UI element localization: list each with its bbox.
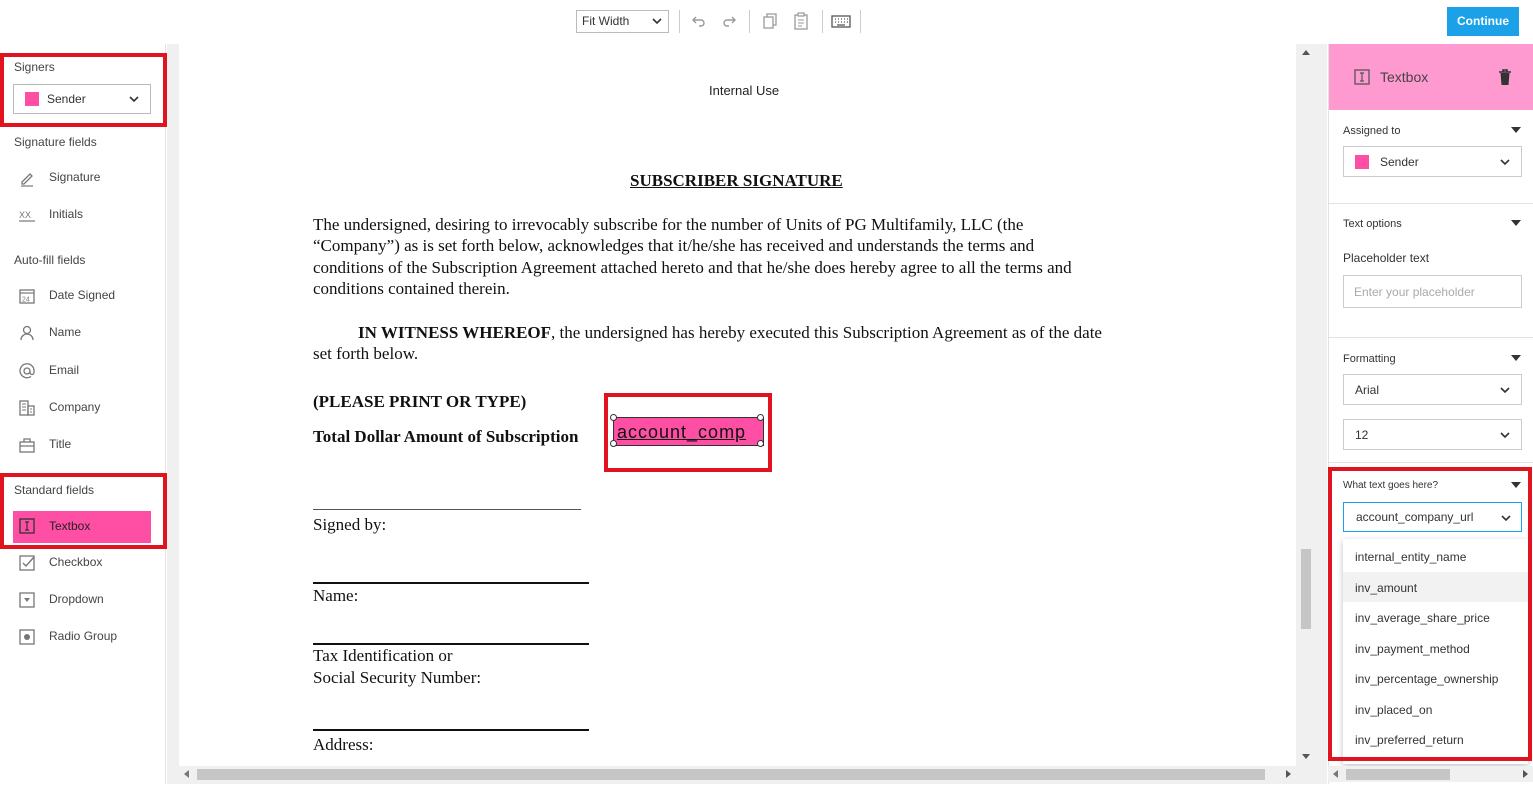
toolbar-divider [679, 10, 680, 33]
body-line: set forth below. [313, 344, 419, 363]
svg-text:24: 24 [22, 296, 30, 304]
placeholder-label: Placeholder text [1343, 251, 1430, 265]
field-initials[interactable] [13, 200, 151, 230]
textbox-icon [1353, 68, 1371, 86]
horizontal-scroll-thumb[interactable] [197, 769, 1265, 780]
formatting-title: Formatting [1343, 353, 1396, 365]
witness-bold: IN WITNESS WHEREOF [358, 323, 552, 342]
option-item[interactable]: inv_preferred_return [1355, 733, 1464, 747]
field-label: Signature [49, 170, 101, 184]
signer-select-value: Sender [47, 92, 86, 106]
tax-id-label-1: Tax Identification or [313, 646, 453, 665]
body-line: “Company”) as is set forth below, acknowledges that it/he/she has received and understands the terms and [313, 236, 1035, 255]
field-label: Radio Group [49, 629, 118, 643]
textbox-field-value: account_comp [617, 422, 747, 442]
highlight-standard-fields [0, 473, 167, 549]
chevron-down-icon [652, 16, 662, 26]
body-line: conditions contained therein. [313, 279, 510, 298]
assigned-to-select[interactable] [1343, 146, 1522, 177]
redo-icon[interactable] [720, 12, 738, 30]
signature-fields-title: Signature fields [14, 135, 97, 149]
assigned-to-title: Assigned to [1343, 125, 1401, 137]
what-text-title: What text goes here? [1343, 480, 1439, 491]
body-line: The undersigned, desiring to irrevocably subscribe for the number of Units of PG Multifamily, LLC (the [313, 215, 1024, 234]
field-email[interactable] [13, 356, 151, 386]
calendar-icon [17, 286, 37, 306]
field-label: Company [49, 400, 101, 414]
font-select[interactable] [1343, 374, 1522, 405]
fields-sidebar [0, 44, 166, 784]
total-amount-label: Total Dollar Amount of Subscription [313, 427, 579, 446]
field-dropdown[interactable] [13, 585, 151, 615]
placeholder-input[interactable] [1343, 275, 1522, 308]
dropdown-icon [17, 590, 37, 610]
scroll-left-icon[interactable] [183, 769, 190, 779]
field-label: Checkbox [49, 555, 103, 569]
collapse-caret-icon[interactable] [1511, 355, 1521, 361]
pen-icon [17, 168, 37, 188]
panel-horizontal-scrollbar[interactable] [1328, 766, 1533, 782]
print-type-label: (PLEASE PRINT OR TYPE) [313, 392, 527, 411]
option-item[interactable]: inv_amount [1343, 572, 1528, 602]
building-icon [17, 398, 37, 418]
chevron-down-icon [1500, 385, 1510, 395]
field-name[interactable] [13, 318, 151, 348]
standard-fields-title: Standard fields [14, 483, 95, 497]
body-line: conditions of the Subscription Agreement attached hereto and that he/she does hereby agree to all the terms and [313, 258, 1072, 277]
toolbar-divider [860, 10, 861, 33]
field-label: Date Signed [49, 288, 116, 302]
field-date-signed[interactable] [13, 281, 151, 311]
svg-text:XX: XX [19, 210, 32, 220]
vertical-scroll-thumb[interactable] [1301, 549, 1311, 629]
highlight-what-text-section [1328, 467, 1532, 761]
initials-icon [17, 205, 37, 225]
scroll-up-icon[interactable] [1301, 49, 1311, 56]
panel-title: Textbox [1380, 69, 1429, 85]
checkbox-icon [17, 553, 37, 573]
autofill-fields-title: Auto-fill fields [14, 253, 86, 267]
panel-divider [1329, 203, 1533, 204]
zoom-select[interactable] [576, 10, 669, 33]
person-icon [17, 323, 37, 343]
horizontal-scrollbar[interactable] [179, 766, 1297, 782]
top-toolbar [0, 0, 1533, 44]
chevron-down-icon [1500, 157, 1510, 167]
undo-icon[interactable] [690, 12, 708, 30]
at-icon [17, 361, 37, 381]
witness-text: , the undersigned has hereby executed this Subscription Agreement as of the date [551, 323, 1102, 342]
signed-by-label: Signed by: [313, 515, 387, 534]
toolbar-divider [822, 10, 823, 33]
collapse-caret-icon[interactable] [1511, 127, 1521, 133]
text-options-title: Text options [1343, 218, 1402, 230]
scroll-right-icon[interactable] [1285, 769, 1292, 779]
briefcase-icon [17, 435, 37, 455]
trash-icon[interactable] [1497, 68, 1513, 86]
chevron-down-icon [1500, 430, 1510, 440]
copy-icon[interactable] [761, 12, 779, 30]
signers-title: Signers [14, 60, 55, 74]
field-checkbox[interactable] [13, 548, 151, 578]
panel-scroll-thumb[interactable] [1346, 769, 1450, 780]
radio-icon [17, 627, 37, 647]
keyboard-icon[interactable] [831, 12, 851, 30]
field-label: Textbox [49, 519, 91, 533]
font-value: Arial [1355, 383, 1380, 397]
field-label: Name [49, 325, 82, 339]
witness-line [358, 322, 1102, 344]
signer-color-swatch [1355, 155, 1369, 169]
scroll-left-icon[interactable] [1332, 769, 1339, 779]
collapse-caret-icon[interactable] [1511, 220, 1521, 226]
name-line [313, 582, 589, 584]
name-label: Name: [313, 586, 359, 605]
panel-divider [1329, 337, 1533, 338]
toolbar-divider [749, 10, 750, 33]
highlight-signers [0, 53, 167, 127]
paste-icon[interactable] [792, 12, 810, 30]
vertical-scrollbar[interactable] [1297, 44, 1315, 766]
field-company[interactable] [13, 393, 151, 423]
field-radio-group[interactable] [13, 622, 151, 652]
field-title[interactable] [13, 430, 151, 460]
option-item[interactable]: inv_placed_on [1355, 703, 1433, 717]
option-item[interactable]: inv_percentage_ownership [1355, 672, 1499, 686]
highlight-textbox-field [604, 393, 772, 472]
option-item[interactable]: inv_average_share_price [1355, 611, 1490, 625]
scroll-right-icon[interactable] [1522, 769, 1529, 779]
scroll-down-icon[interactable] [1301, 753, 1311, 760]
signature-line [313, 509, 581, 510]
field-label: Dropdown [49, 592, 104, 606]
option-item[interactable]: inv_payment_method [1355, 642, 1470, 656]
panel-divider [1329, 462, 1533, 463]
document-title: SUBSCRIBER SIGNATURE [630, 171, 843, 190]
address-line [313, 729, 589, 731]
font-size-value: 12 [1355, 428, 1369, 442]
font-size-select[interactable] [1343, 419, 1522, 450]
option-item[interactable]: internal_entity_name [1355, 550, 1467, 564]
placeholder-hint: Enter your placeholder [1354, 285, 1475, 299]
panel-header [1329, 44, 1533, 110]
field-label: Email [49, 363, 80, 377]
field-signature[interactable] [13, 163, 151, 193]
continue-button[interactable]: Continue [1447, 7, 1519, 36]
field-label: Title [49, 437, 72, 451]
page-header: Internal Use [709, 83, 780, 98]
tax-id-label-2: Social Security Number: [313, 668, 482, 687]
address-label: Address: [313, 735, 374, 754]
assigned-to-value: Sender [1380, 155, 1419, 169]
zoom-value: Fit Width [582, 14, 630, 28]
data-source-value: account_company_url [1356, 510, 1474, 524]
field-label: Initials [49, 207, 84, 221]
